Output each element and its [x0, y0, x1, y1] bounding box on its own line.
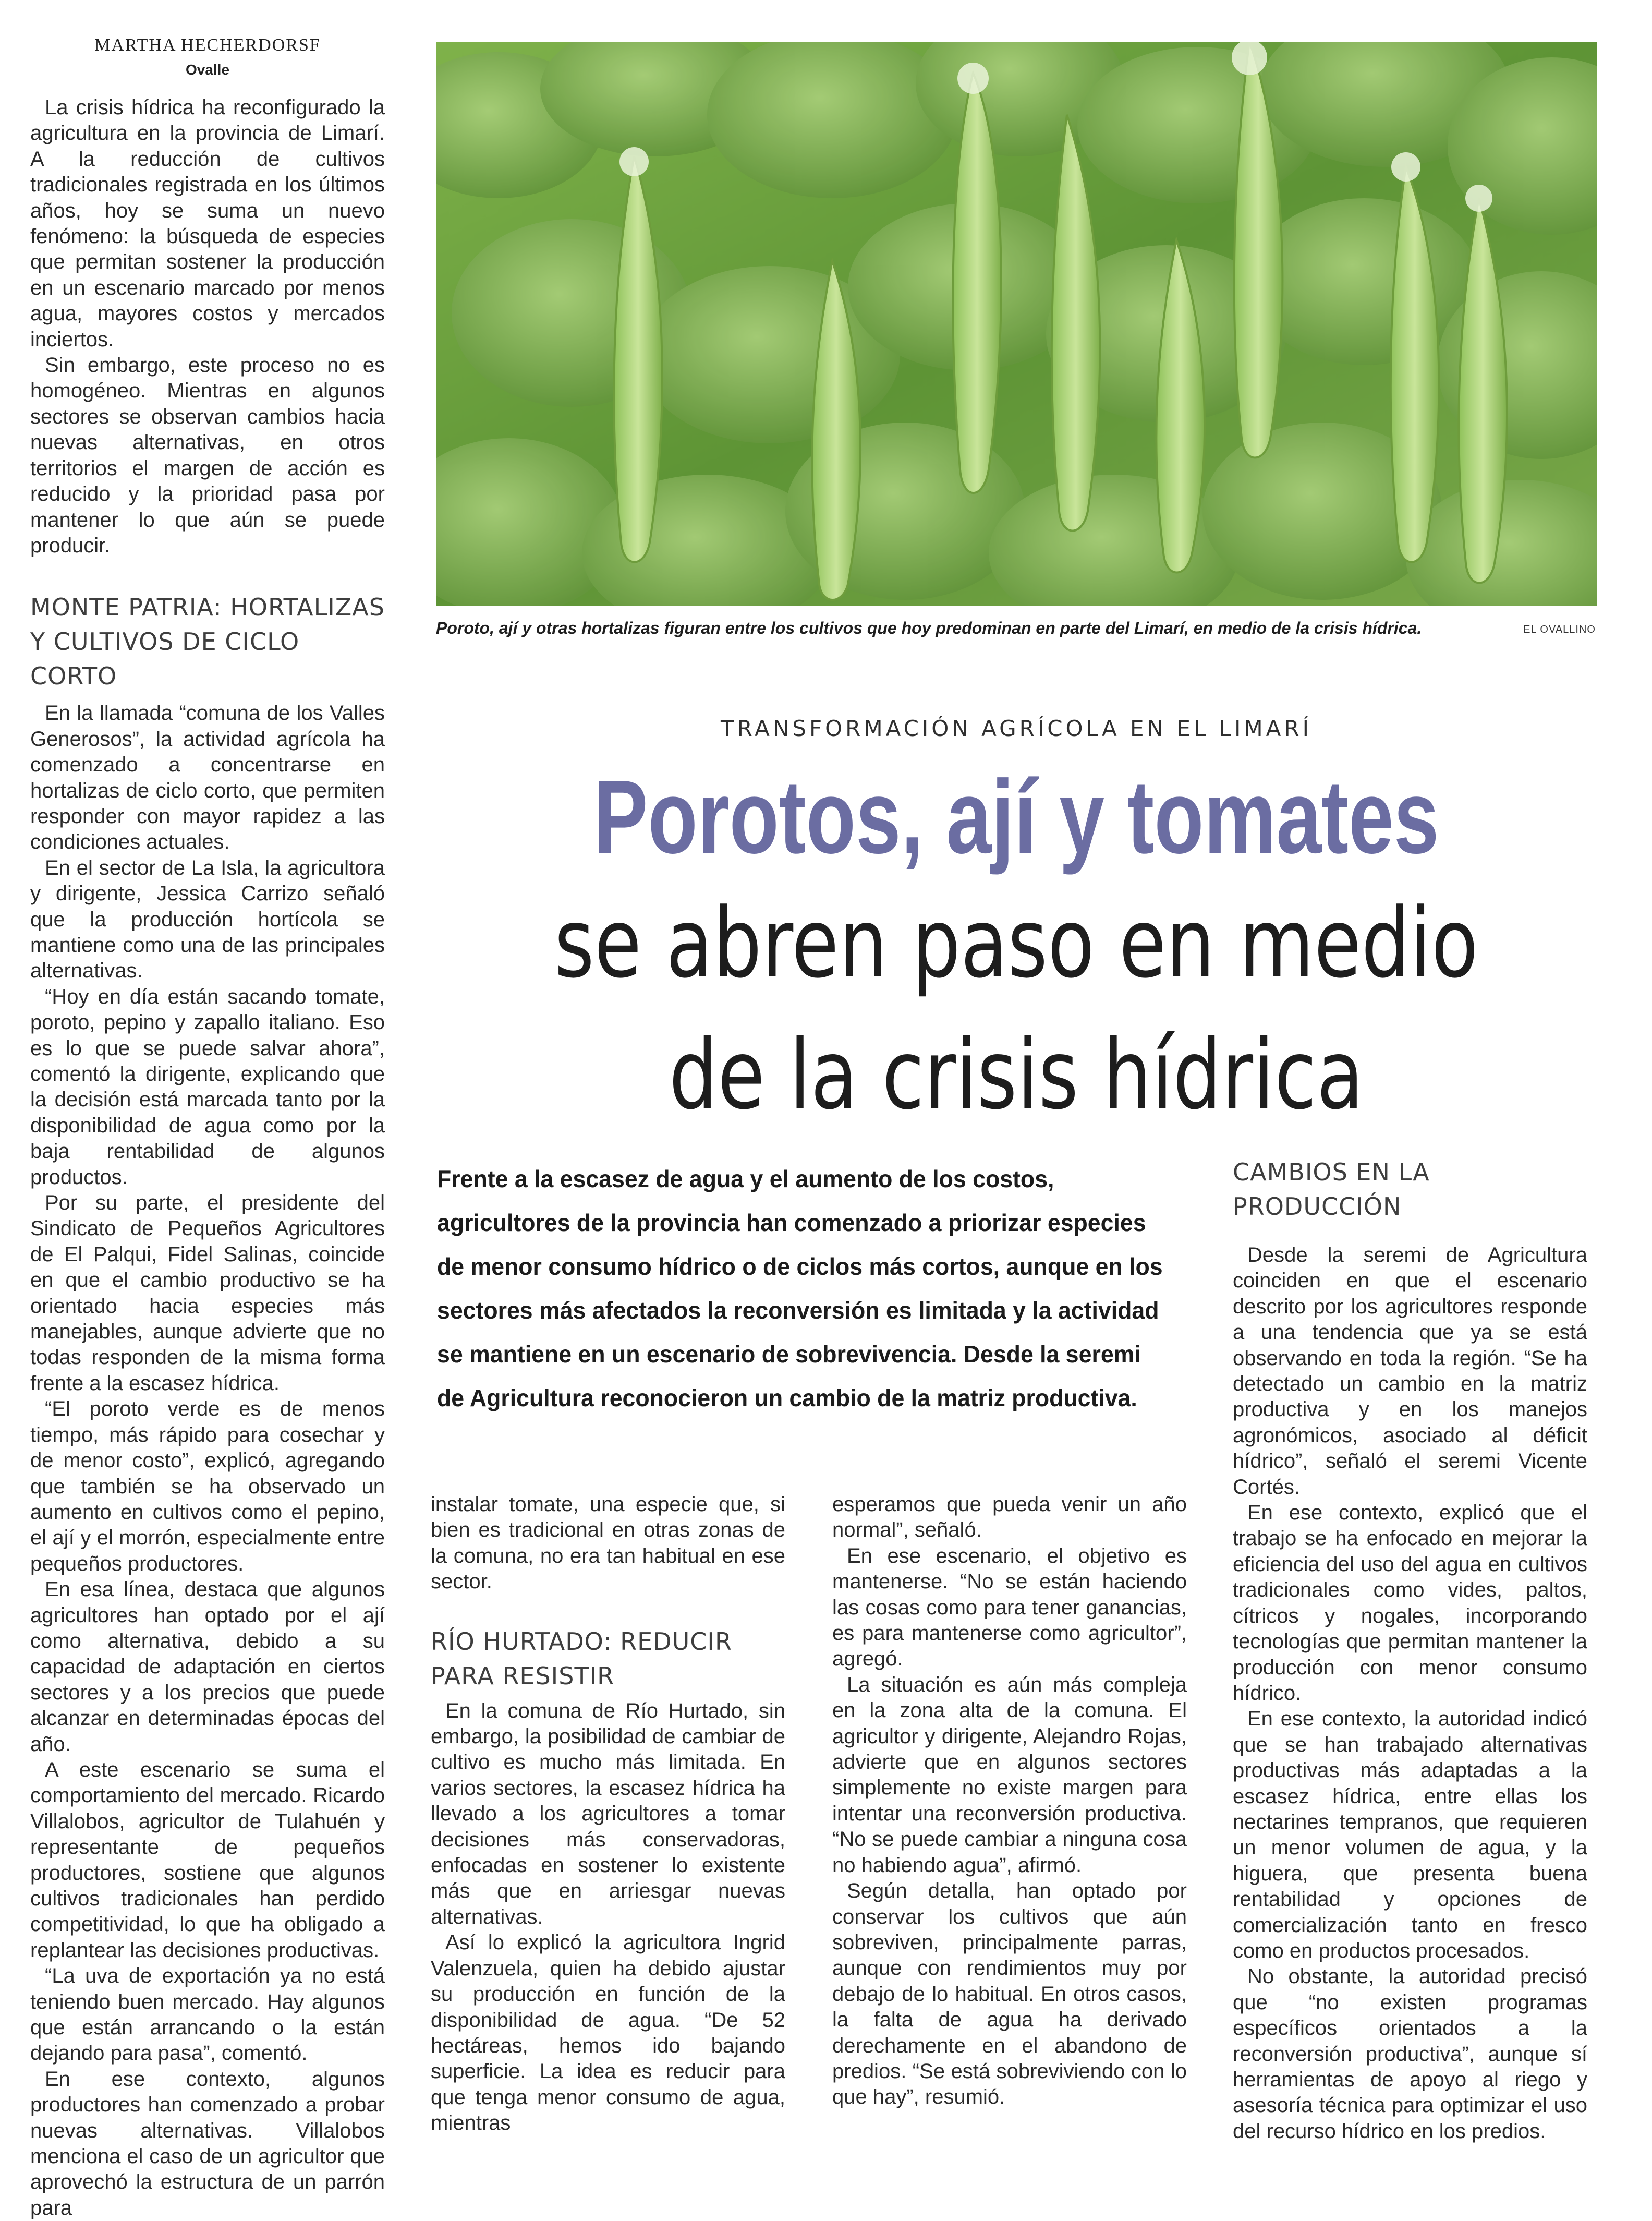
- paragraph: La crisis hídrica ha reconfigurado la agricultura en la provincia de Limarí. A la reducción de cultivos tradicionales registrada en los últimos años, hoy se suma un nuevo fenómeno: la búsqueda de especies que permitan sostener la producción en un escenario marcado por menos agua, mayores costos y mercados inciertos.: [30, 96, 385, 351]
- photo-caption: Poroto, ají y otras hortalizas figuran entre los cultivos que hoy predominan en parte del Limarí, en medio de la crisis hídrica.: [436, 619, 1422, 637]
- photo-illustration: [436, 42, 1597, 606]
- paragraph: Por su parte, el presidente del Sindicato de Pequeños Agricultores de El Palqui, Fidel Salinas, coincide en que el cambio productivo se ha orientado hacia especies más manejables, aunque advierte que no todas responden de la misma forma frente a la escasez hídrica.: [30, 1191, 385, 1395]
- paragraph: Según detalla, han optado por conservar los cultivos que aún sobreviven, principalmente parras, aunque con rendimientos muy por debajo de lo habitual. En otros casos, la falta de agua ha derivado derechamente en el abandono de predios. “Se está sobreviviendo con lo que hay”, resumió.: [832, 1879, 1187, 2109]
- section-subhead: MONTE PATRIA: HORTALIZAS Y CULTIVOS DE CICLO CORTO: [30, 593, 385, 691]
- paragraph: En ese contexto, la autoridad indicó que se han trabajado alternativas productivas más adaptadas a la escasez hídrica, entre ellas los nectarines tempranos, que requieren un menor volumen de agua, y la higuera, que presenta buena rentabilidad y opciones de comercialización tanto en fresco como en productos procesados.: [1233, 1707, 1587, 1962]
- column-1: [30, 95, 385, 2221]
- headline-line-3: de la crisis hídrica: [669, 1019, 1364, 1131]
- photo-credit: EL OVALLINO: [1523, 624, 1596, 635]
- column-3: [832, 1492, 1187, 2110]
- headline-line-2: se abren paso en medio: [554, 888, 1478, 999]
- column-2: [431, 1492, 785, 2136]
- kicker: TRANSFORMACIÓN AGRÍCOLA EN EL LIMARÍ: [721, 716, 1312, 741]
- paragraph: “El poroto verde es de menos tiempo, más rápido para cosechar y de menor costo”, explicó, agregando que también se ha observado un aumento en cultivos como el pepino, el ají y el morrón, especialmente entre pequeños productores.: [30, 1397, 385, 1575]
- paragraph: Así lo explicó la agricultora Ingrid Valenzuela, quien ha debido ajustar su producción en función de la disponibilidad de agua. “De 52 hectáreas, hemos ido bajando superficie. La idea es reducir para que tenga menor consumo de agua, mientras: [431, 1931, 785, 2135]
- column-4: [1233, 1155, 1587, 2144]
- headline-highlight: Porotos, ají y tomates: [593, 759, 1439, 875]
- paragraph: instalar tomate, una especie que, si bien es tradicional en otras zonas de la comuna, no era tan habitual en ese sector.: [431, 1493, 785, 1594]
- paragraph: esperamos que pueda venir un año normal”, señaló.: [832, 1493, 1187, 1542]
- paragraph: Desde la seremi de Agricultura coinciden en que el escenario descrito por los agricultores responde a una tendencia que ya se está observando en toda la región. “Se ha detectado un cambio en la matriz productiva y en los manejos agronómicos, asociado al déficit hídrico”, señaló el seremi Vicente Cortés.: [1233, 1244, 1587, 1499]
- section-subhead: CAMBIOS EN LA PRODUCCIÓN: [1233, 1158, 1430, 1221]
- paragraph: En la llamada “comuna de los Valles Generosos”, la actividad agrícola ha comenzado a concentrarse en hortalizas de ciclo corto, que permiten responder con mayor rapidez a las condiciones actuales.: [30, 702, 385, 854]
- section-subhead: RÍO HURTADO: REDUCIR PARA RESISTIR: [431, 1627, 732, 1690]
- paragraph: En ese contexto, algunos productores han comenzado a probar nuevas alternativas. Villalobos menciona el caso de un agricultor que aprovechó la estructura de un parrón para: [30, 2067, 385, 2219]
- paragraph: En ese contexto, explicó que el trabajo se ha enfocado en mejorar la eficiencia del uso del agua en cultivos tradicionales como vides, paltos, cítricos y nogales, incorporando tecnologías que permitan mantener la producción con menor consumo hídrico.: [1233, 1501, 1587, 1705]
- paragraph: “La uva de exportación ya no está teniendo buen mercado. Hay algunos que están arrancando o la están dejando para pasa”, comentó.: [30, 1964, 385, 2065]
- byline-author: MARTHA HECHERDORSF: [94, 35, 321, 55]
- byline-city: Ovalle: [185, 62, 230, 78]
- paragraph: En el sector de La Isla, la agricultora y dirigente, Jessica Carrizo señaló que la producción hortícola se mantiene como una de las principales alternativas.: [30, 856, 385, 983]
- paragraph: Sin embargo, este proceso no es homogéneo. Mientras en algunos sectores se observan cambios hacia nuevas alternativas, en otros territorios el margen de acción es reducido y la prioridad pasa por mantener lo que aún se puede producir.: [30, 354, 385, 557]
- paragraph: En la comuna de Río Hurtado, sin embargo, la posibilidad de cambiar de cultivo es mucho más limitada. En varios sectores, la escasez hídrica ha llevado a los agricultores a tomar decisiones más conservadoras, enfocadas en sostener lo existente más que en arriesgar nuevas alternativas.: [431, 1699, 785, 1928]
- pea-plants-photo: [436, 42, 1597, 606]
- lead-paragraph: Frente a la escasez de agua y el aumento de los costos, agricultores de la provincia han comenzado a priorizar especies de menor consumo hídrico o de ciclos más cortos, aunque en los sectores más afectados la reconversión es limitada y la actividad se mantiene en un escenario de sobrevivencia. Desde la seremi de Agricultura reconocieron un cambio de la matriz productiva.: [437, 1165, 1163, 1411]
- paragraph: “Hoy en día están sacando tomate, poroto, pepino y zapallo italiano. Eso es lo que se puede salvar ahora”, comentó la dirigente, explicando que la decisión está marcada tanto por la disponibilidad de agua como por la baja rentabilidad de algunos productos.: [30, 985, 385, 1189]
- paragraph: En ese escenario, el objetivo es mantenerse. “No se están haciendo las cosas como para tener ganancias, es para mantenerse como agricultor”, agregó.: [832, 1544, 1187, 1671]
- paragraph: A este escenario se suma el comportamiento del mercado. Ricardo Villalobos, agricultor de Tulahuén y representante de pequeños productores, sostiene que algunos cultivos tradicionales han perdido competitividad, lo que ha obligado a replantear las decisiones productivas.: [30, 1758, 385, 1962]
- paragraph: No obstante, la autoridad precisó que “no existen programas específicos orientados a la reconversión productiva”, aunque sí herramientas de apoyo al riego y asesoría técnica para optimizar el uso del recurso hídrico en los predios.: [1233, 1965, 1587, 2143]
- paragraph: La situación es aún más compleja en la zona alta de la comuna. El agricultor y dirigente, Alejandro Rojas, advierte que en algunos sectores simplemente no existe margen para intentar una reconversión productiva. “No se puede cambiar a ninguna cosa no habiendo agua”, afirmó.: [832, 1673, 1187, 1877]
- paragraph: En esa línea, destaca que algunos agricultores han optado por el ají como alternativa, debido a su capacidad de adaptación en ciertos sectores y a los precios que puede alcanzar en determinadas épocas del año.: [30, 1578, 385, 1756]
